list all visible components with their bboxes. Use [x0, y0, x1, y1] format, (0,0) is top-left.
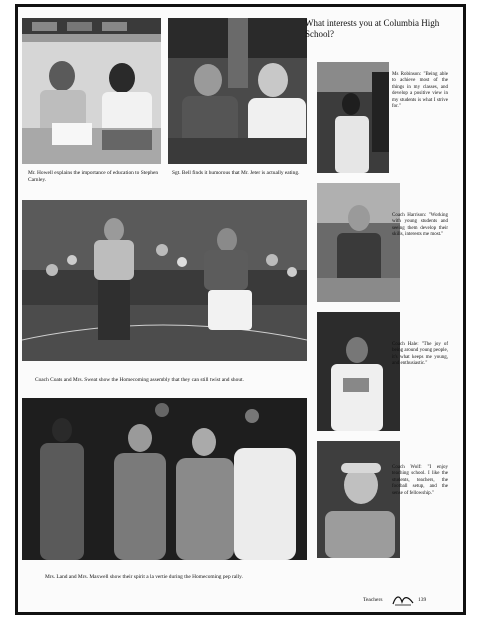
quote-wolf: Coach Wolf: "I enjoy teaching school. I like the students, teachers, the football setup, and the sense of fellowship." — [392, 465, 448, 496]
quote-hale: Coach Hale: "The joy of being around young people, it's what keeps me young, and enthusiastic." — [392, 342, 449, 367]
caption-coats: Coach Coats and Mrs. Sweat show the Homecoming assembly that they can still twist and shout. — [35, 377, 244, 383]
caption-land: Mrs. Land and Mrs. Maxwell show their spirit a la vertie during the Homecoming pep rally. — [45, 574, 243, 580]
photo-bell — [168, 18, 307, 164]
photo-howell — [22, 18, 161, 164]
photo-wolf — [317, 441, 400, 558]
section-heading: What interests you at Columbia High School? — [305, 18, 440, 39]
footer-section: Teachers — [363, 597, 383, 603]
quote-robinson: Ms Robinson: "Being able to achieve most of the things in my classes, and develop a positive view in my students is what I strive for." — [392, 72, 449, 110]
photo-robinson — [317, 62, 389, 173]
photo-coats-sweat — [22, 200, 307, 361]
caption-bell: Sgt. Bell finds it humorous that Mr. Jeter is actually eating. — [172, 170, 300, 176]
quote-harrison: Coach Harrison: "Working with young students and seeing them develop their skills, interests me most." — [392, 213, 448, 238]
photo-harrison — [317, 183, 400, 302]
page-number: 139 — [418, 597, 427, 603]
page-footer — [363, 595, 463, 611]
photo-land-maxwell — [22, 398, 307, 560]
yearbook-logo-icon — [392, 593, 414, 607]
photo-hale — [317, 312, 400, 431]
caption-howell: Mr. Howell explains the importance of education to Stephen Carnley. — [28, 170, 159, 183]
